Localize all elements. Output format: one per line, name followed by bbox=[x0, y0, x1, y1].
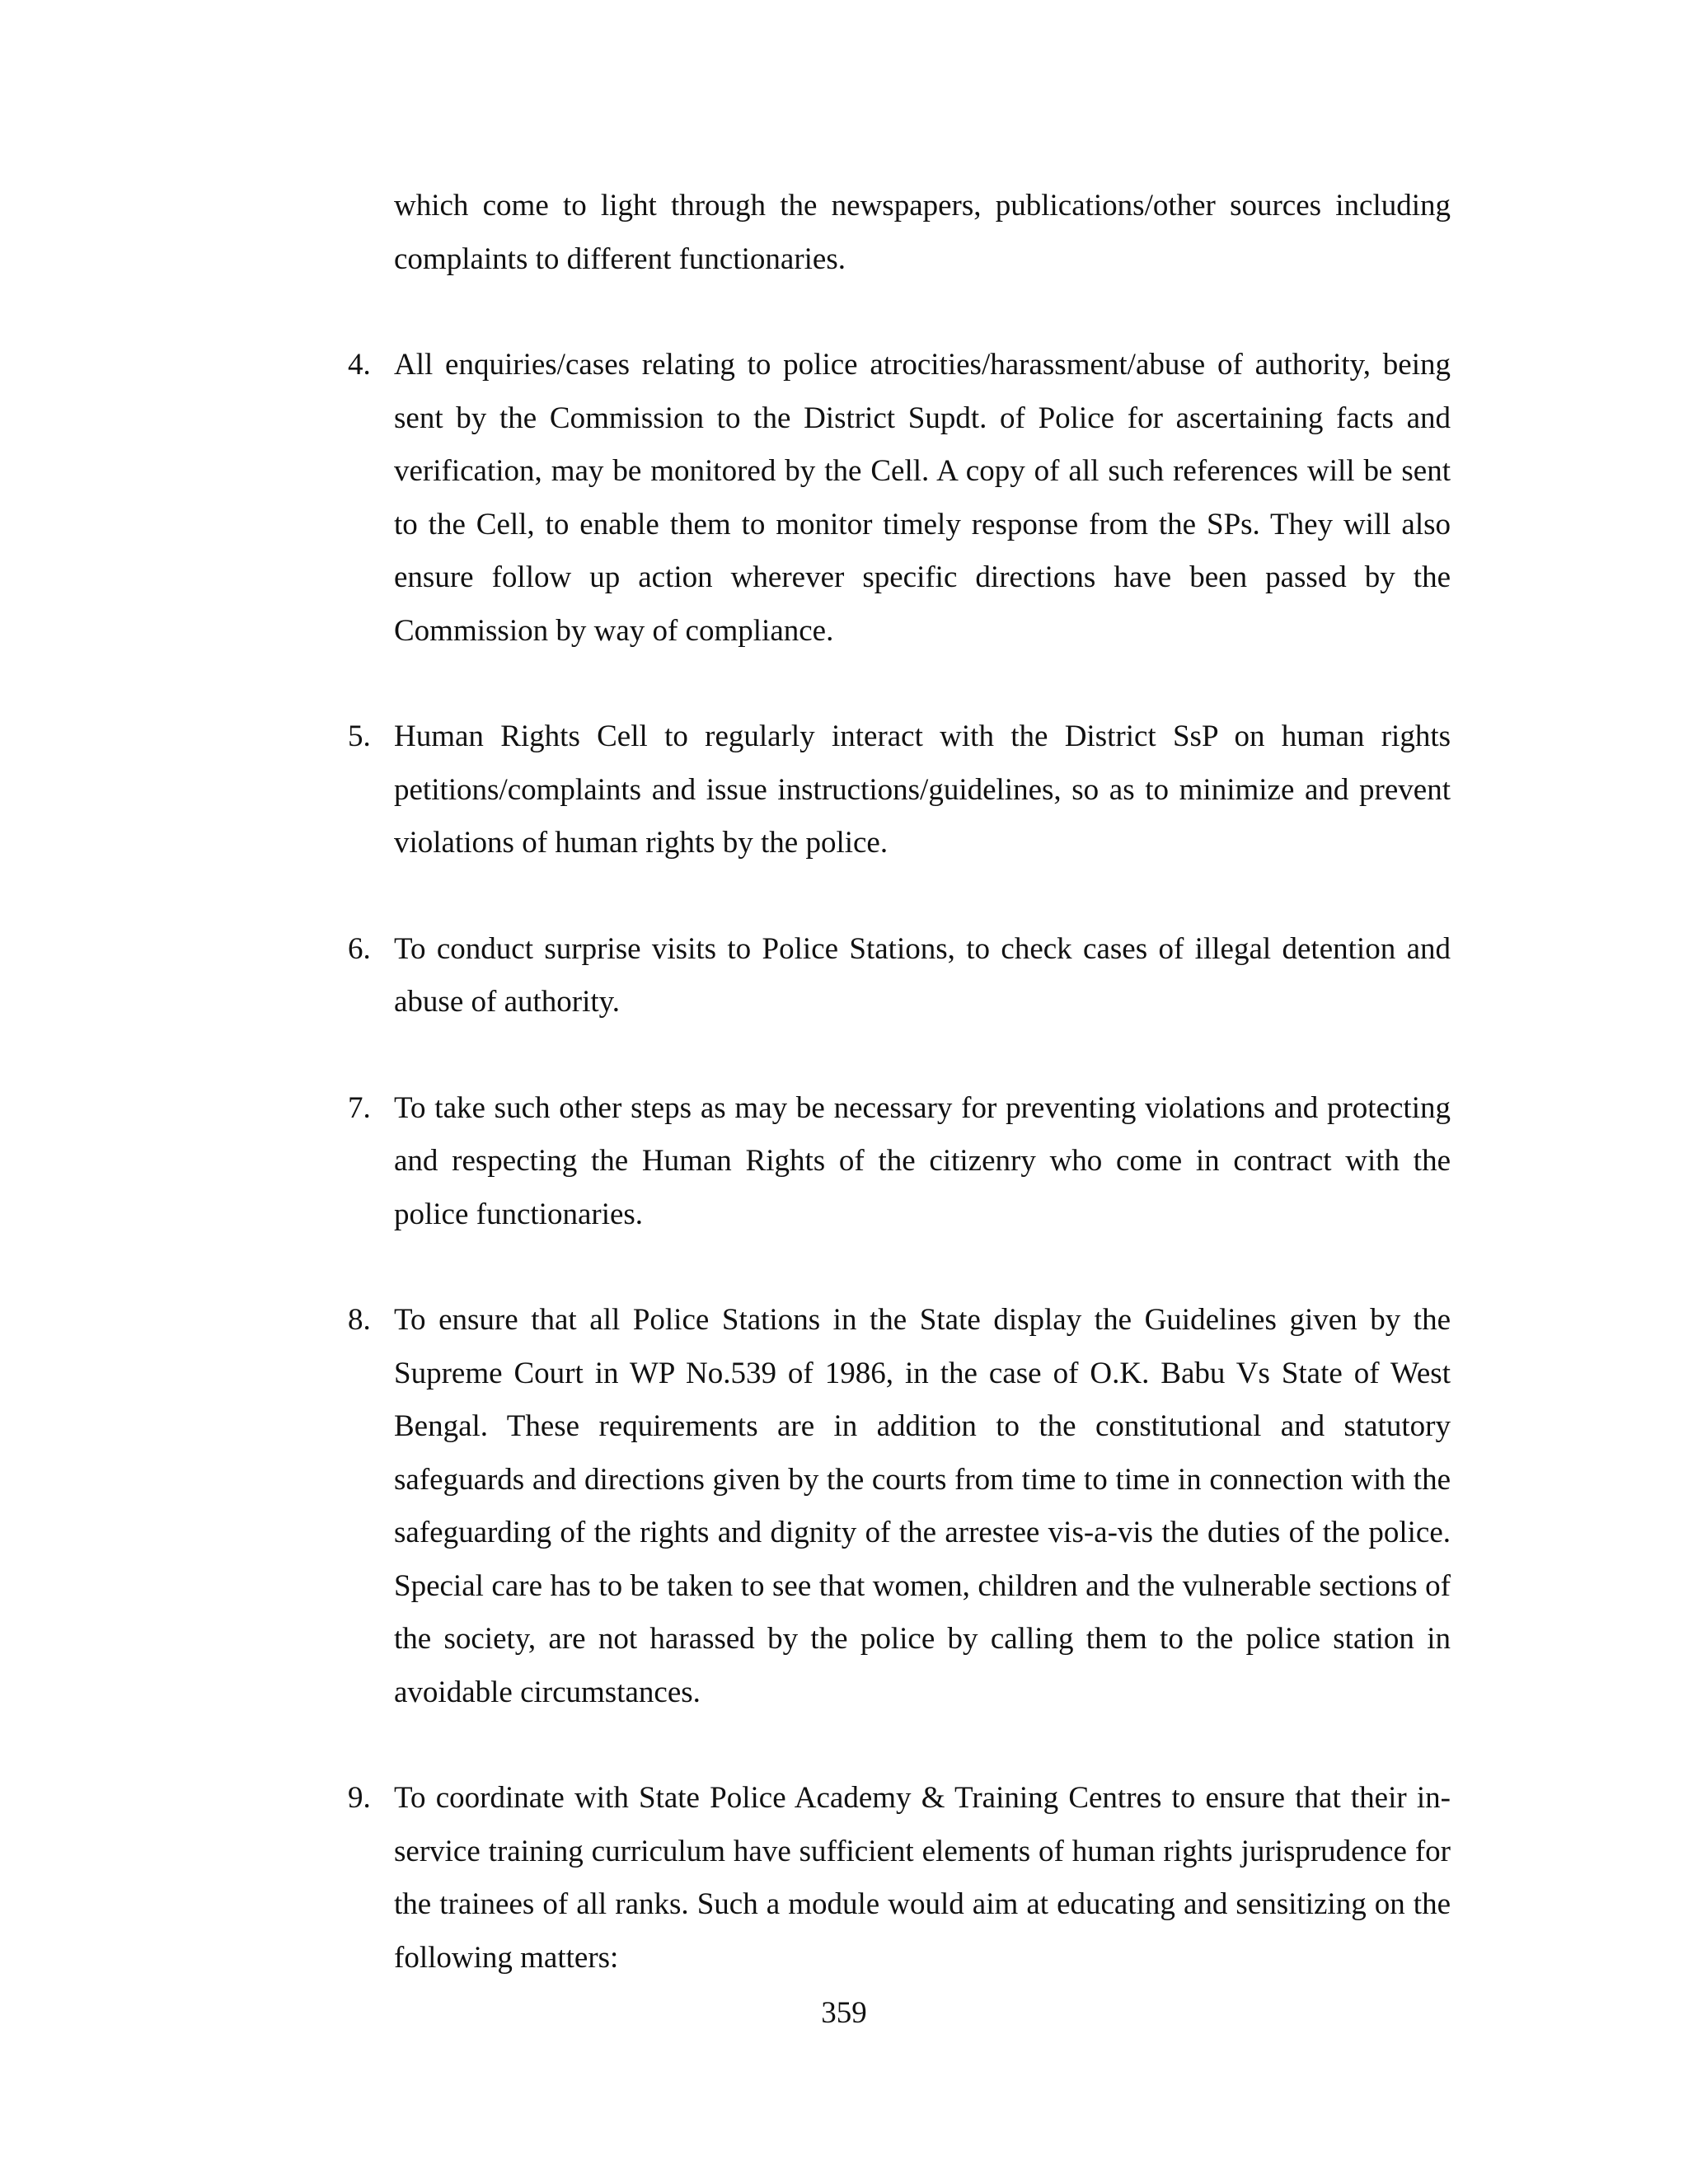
list-item-text: To ensure that all Police Stations in the State display the Guidelines given by the Supreme Court in WP No.539 of 1986, in the case of O.K. Babu Vs State of West Bengal. These requirements are in addition to the constitutional and statutory safeguards and directions given by the courts from time to time in connection with the safeguarding of the rights and dignity of the arrestee vis-a-vis the duties of the police. Special care has to be taken to see that women, children and the vulnerable sections of the society, are not harassed by the police by calling them to the police station in avoidable circumstances. bbox=[394, 1303, 1451, 1709]
list-item-number: 4. bbox=[348, 348, 371, 382]
list-item-number: 6. bbox=[348, 931, 371, 966]
list-item bbox=[348, 1772, 1451, 1985]
list-item-text: Human Rights Cell to regularly interact with the District SsP on human rights petitions/complaints and issue instructions/guidelines, so as to minimize and prevent violations of human rights by the police. bbox=[394, 719, 1451, 860]
continuation-paragraph bbox=[348, 180, 1451, 286]
continuation-text: which come to light through the newspapers, publications/other sources including complaints to different functionaries. bbox=[394, 189, 1451, 276]
list-item bbox=[348, 1294, 1451, 1719]
list-item bbox=[348, 923, 1451, 1029]
list-item-text: To take such other steps as may be necessary for preventing violations and protecting and respecting the Human Rights of the citizenry who come in contract with the police functionaries. bbox=[394, 1090, 1451, 1231]
page-number: 359 bbox=[821, 1996, 867, 2030]
list-item-number: 9. bbox=[348, 1781, 371, 1815]
list-item-number: 8. bbox=[348, 1303, 371, 1337]
list-item-number: 7. bbox=[348, 1090, 371, 1125]
page-body bbox=[348, 180, 1451, 2037]
list-item bbox=[348, 1082, 1451, 1242]
list-item-text: To coordinate with State Police Academy & Training Centres to ensure that their in-service training curriculum have sufficient elements of human rights jurisprudence for the trainees of all ranks. Such a module would aim at educating and sensitizing on the following matters: bbox=[394, 1781, 1451, 1975]
list-item bbox=[348, 339, 1451, 658]
list-item-number: 5. bbox=[348, 719, 371, 753]
list-item-text: All enquiries/cases relating to police atrocities/harassment/abuse of authority, being sent by the Commission to the District Supdt. of Police for ascertaining facts and verification, may be monitored by the Cell. A copy of all such references will be sent to the Cell, to enable them to monitor timely response from the SPs. They will also ensure follow up action wherever specific directions have been passed by the Commission by way of compliance. bbox=[394, 348, 1451, 648]
list-item-text: To conduct surprise visits to Police Stations, to check cases of illegal detention and abuse of authority. bbox=[394, 931, 1451, 1019]
list-item bbox=[348, 710, 1451, 870]
